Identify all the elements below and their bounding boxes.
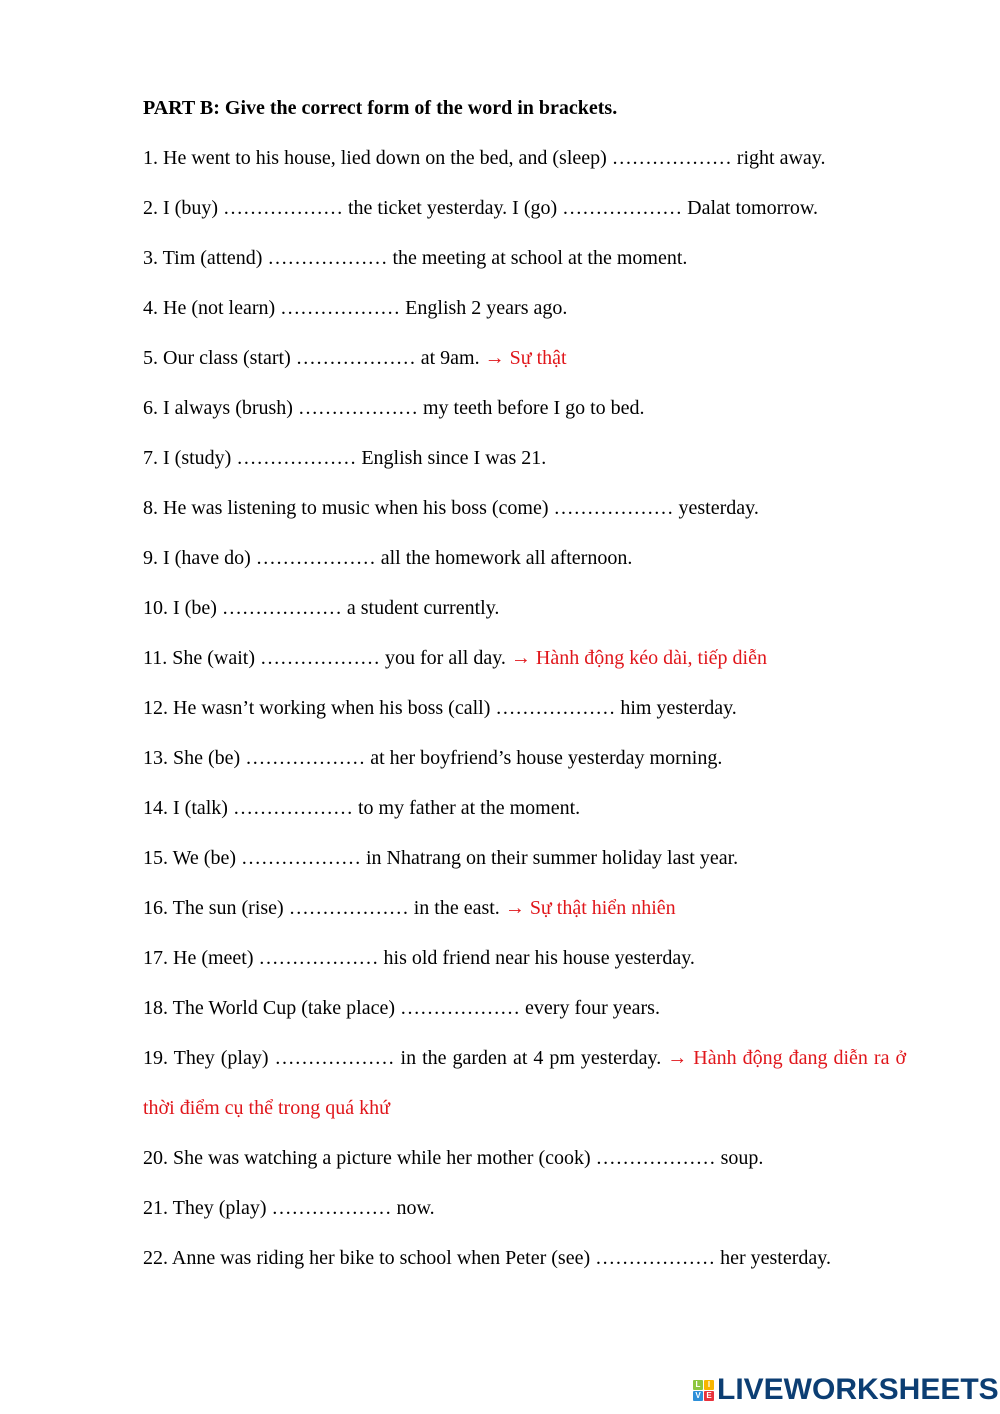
exercise-item [143, 583, 906, 633]
exercise-item [143, 1033, 906, 1133]
exercise-item [143, 433, 906, 483]
item-continuation: now. [396, 1197, 435, 1219]
exercise-item [143, 783, 906, 833]
answer-blank[interactable]: ……………… [221, 597, 342, 619]
exercise-item [143, 183, 906, 233]
exercise-item [143, 983, 906, 1033]
answer-blank[interactable]: ……………… [245, 747, 366, 769]
item-prompt: 5. Our class (start) [143, 347, 291, 369]
item-continuation: at her boyfriend’s house yesterday morning. [370, 747, 723, 769]
exercise-item [143, 633, 906, 683]
item-prompt: 12. He wasn’t working when his boss (call) [143, 697, 491, 719]
item-continuation: yesterday. [678, 497, 759, 519]
arrow-right-icon: → [667, 1047, 688, 1069]
item-continuation: the meeting at school at the moment. [392, 247, 688, 269]
answer-blank[interactable]: ……………… [297, 397, 418, 419]
answer-blank[interactable]: ……………… [274, 1047, 395, 1069]
item-prompt: 14. I (talk) [143, 797, 228, 819]
teacher-note: Sự thật hiển nhiên [529, 897, 676, 919]
item-continuation: right away. [736, 147, 826, 169]
exercise-item [143, 883, 906, 933]
item-continuation: all the homework all afternoon. [380, 547, 633, 569]
answer-blank[interactable]: ……………… [280, 297, 401, 319]
item-prompt: 1. He went to his house, lied down on the bed, and (sleep) [143, 147, 607, 169]
exercise-item [143, 683, 906, 733]
item-prompt: 3. Tim (attend) [143, 247, 263, 269]
item-prompt: 11. She (wait) [143, 647, 256, 669]
item-prompt: 22. Anne was riding her bike to school when Peter (see) [143, 1247, 591, 1269]
arrow-right-icon: → [510, 647, 531, 669]
exercise-item [143, 483, 906, 533]
item-continuation: at 9am. [420, 347, 480, 369]
answer-blank[interactable]: ……………… [495, 697, 616, 719]
exercise-item [143, 133, 906, 183]
logo-tiles-icon [693, 1380, 714, 1401]
answer-blank[interactable]: ……………… [222, 197, 343, 219]
exercise-item [143, 933, 906, 983]
answer-blank[interactable]: ……………… [295, 347, 416, 369]
teacher-note: Sự thật [509, 347, 567, 369]
logo-tile: V [693, 1391, 703, 1401]
item-continuation: her yesterday. [720, 1247, 831, 1269]
exercise-item [143, 1183, 906, 1233]
logo-text: LIVEWORKSHEETS [717, 1373, 999, 1406]
item-prompt: 21. They (play) [143, 1197, 267, 1219]
item-continuation: him yesterday. [620, 697, 737, 719]
teacher-note: Hành động đang diễn ra ở thời điểm cụ thể trong quá khứ [143, 1047, 907, 1119]
item-continuation: soup. [720, 1147, 764, 1169]
item-continuation: in Nhatrang on their summer holiday last year. [366, 847, 739, 869]
answer-blank[interactable]: ……………… [255, 547, 376, 569]
item-prompt: 13. She (be) [143, 747, 241, 769]
answer-blank[interactable]: ……………… [611, 147, 732, 169]
item-continuation: you for all day. [385, 647, 506, 669]
item-continuation: in the east. [413, 897, 500, 919]
item-continuation: English since I was 21. [361, 447, 547, 469]
answer-blank[interactable]: ……………… [553, 497, 674, 519]
answer-blank[interactable]: ……………… [236, 447, 357, 469]
item-prompt: 18. The World Cup (take place) [143, 997, 396, 1019]
item-continuation: English 2 years ago. [405, 297, 568, 319]
answer-blank[interactable]: ……………… [241, 847, 361, 869]
item-continuation: a student currently. [346, 597, 500, 619]
item-continuation: every four years. [525, 997, 660, 1019]
logo-tile: I [704, 1380, 714, 1390]
item-prompt: 4. He (not learn) [143, 297, 276, 319]
answer-blank[interactable]: ……………… [400, 997, 521, 1019]
item-prompt: 8. He was listening to music when his boss (come) [143, 497, 549, 519]
arrow-right-icon: → [484, 347, 505, 369]
item-continuation: his old friend near his house yesterday. [383, 947, 695, 969]
item-prompt: 2. I (buy) [143, 197, 218, 219]
exercise-item [143, 1233, 906, 1283]
exercise-item [143, 383, 906, 433]
answer-blank[interactable]: ……………… [595, 1147, 716, 1169]
answer-blank[interactable]: ……………… [595, 1247, 716, 1269]
item-continuation: my teeth before I go to bed. [422, 397, 645, 419]
teacher-note: Hành động kéo dài, tiếp diễn [535, 647, 767, 669]
answer-blank[interactable]: ……………… [260, 647, 381, 669]
answer-blank[interactable]: ……………… [232, 797, 353, 819]
item-prompt: 16. The sun (rise) [143, 897, 284, 919]
item-prompt: 10. I (be) [143, 597, 217, 619]
exercise-item [143, 1133, 906, 1183]
exercise-item [143, 283, 906, 333]
item-prompt: 7. I (study) [143, 447, 232, 469]
exercise-item [143, 233, 906, 283]
answer-blank[interactable]: ……………… [267, 247, 388, 269]
item-continuation: the ticket yesterday. I (go) ……………… Dalat tomorrow. [347, 197, 819, 219]
exercise-item [143, 833, 906, 883]
section-title: PART B: Give the correct form of the word in brackets. [143, 97, 618, 119]
item-prompt: 19. They (play) [143, 1047, 269, 1069]
item-prompt: 20. She was watching a picture while her mother (cook) [143, 1147, 591, 1169]
item-prompt: 15. We (be) [143, 847, 236, 869]
exercise-item [143, 533, 906, 583]
item-continuation: to my father at the moment. [357, 797, 581, 819]
item-prompt: 9. I (have do) [143, 547, 251, 569]
item-prompt: 17. He (meet) [143, 947, 254, 969]
exercise-list [143, 133, 906, 1283]
answer-blank[interactable]: ……………… [271, 1197, 392, 1219]
arrow-right-icon: → [504, 897, 525, 919]
item-continuation: in the garden at 4 pm yesterday. [400, 1047, 662, 1069]
item-prompt: 6. I always (brush) [143, 397, 293, 419]
worksheet [143, 83, 906, 1283]
exercise-item [143, 333, 906, 383]
liveworksheets-logo [693, 1375, 999, 1405]
logo-tile: E [704, 1391, 714, 1401]
answer-blank[interactable]: ……………… [258, 947, 379, 969]
answer-blank[interactable]: ……………… [288, 897, 409, 919]
exercise-item [143, 733, 906, 783]
logo-tile: L [693, 1380, 703, 1390]
